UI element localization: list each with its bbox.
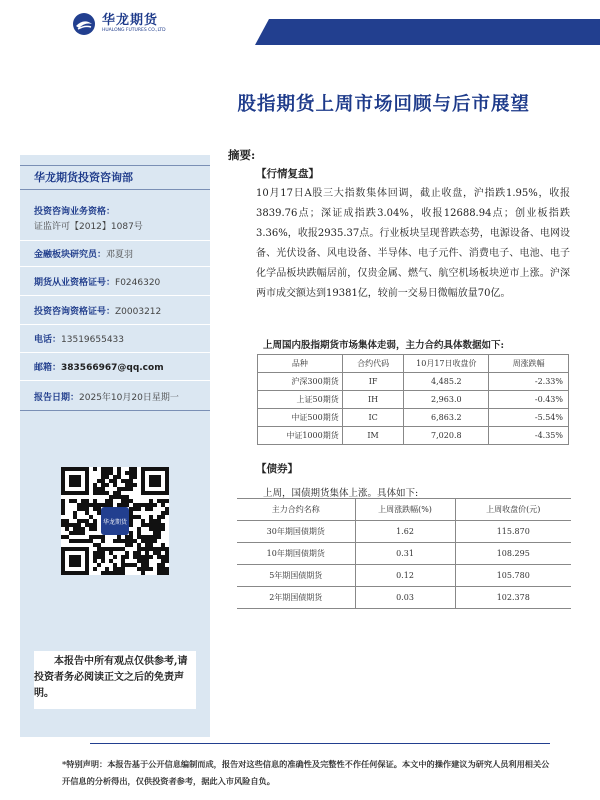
report-type-banner <box>255 19 600 45</box>
table-cell: IM <box>342 427 404 445</box>
qualification-number: F0246320 <box>115 278 161 288</box>
bond-futures-table <box>237 498 571 609</box>
license-label: 投资咨询业务资格： <box>34 207 116 217</box>
table-row <box>258 427 569 445</box>
stock-index-futures-table <box>257 354 569 445</box>
table-cell: 5年期国债期货 <box>237 565 355 587</box>
table-cell: IH <box>342 391 404 409</box>
table-row <box>237 521 571 543</box>
table-cell: 0.31 <box>355 543 455 565</box>
license-info <box>20 201 210 241</box>
table-cell: 102.378 <box>455 587 571 609</box>
table-cell: 上证50期货 <box>258 391 343 409</box>
table-cell: -5.54% <box>489 409 569 427</box>
email-info <box>20 355 210 381</box>
table-cell: 4,485.2 <box>404 373 489 391</box>
page-header <box>0 0 600 50</box>
table-cell: -4.35% <box>489 427 569 445</box>
table-cell: 7,020.8 <box>404 427 489 445</box>
report-date-info <box>20 385 210 411</box>
analyst-name: 邓夏羽 <box>106 250 134 260</box>
logo-mark-icon <box>72 12 96 36</box>
table-cell: -0.43% <box>489 391 569 409</box>
brand-name-en: HUALONG FUTURES CO.,LTD <box>102 28 166 34</box>
phone-number: 13519655433 <box>61 335 125 345</box>
table-cell: 105.780 <box>455 565 571 587</box>
qualification-info <box>20 270 210 296</box>
col-header-contract-name: 主力合约名称 <box>237 499 355 521</box>
consult-qualification-info <box>20 299 210 325</box>
table-header-row <box>237 499 571 521</box>
report-title: 股指期货上周市场回顾与后市展望 <box>237 94 530 115</box>
table-cell: 6,863.2 <box>404 409 489 427</box>
market-review-paragraph: 10月17日A股三大指数集体回调，截止收盘，沪指跌1.95%，收报3839.76点；深证成指跌3.04%，收报12688.94点；创业板指跌3.36%，收报2935.37点。行业板块呈现普跌态势，电源设备、电网设备、光伏设备、风电设备、半导体、电子元件、消费电子、电池、电子化学品板块跌幅居前，仅贵金属、燃气、航空机场板块逆市上涨。沪深两市成交额达到19381亿，较前一交易日微幅放量70亿。 <box>256 188 570 299</box>
special-statement: *特别声明：本报告基于公开信息编制而成，报告对这些信息的准确性及完整性不作任何保证。本文中的操作建议为研究人员利用相关公开信息的分析得出，仅供投资者参考，据此入市风险自负。 <box>62 759 550 786</box>
footer-divider <box>90 743 550 744</box>
analyst-info <box>20 243 210 267</box>
table-row <box>237 587 571 609</box>
report-date-label: 报告日期： <box>34 393 80 403</box>
phone-info <box>20 327 210 353</box>
table-cell: 10年期国债期货 <box>237 543 355 565</box>
license-value: 证监许可【2012】1087号 <box>34 222 143 232</box>
consult-qualification-label: 投资咨询资格证号： <box>34 307 116 317</box>
market-review-heading: 【行情复盘】 <box>256 168 319 180</box>
sidebar-disclaimer: 本报告中所有观点仅供参考,请投资者务必阅读正文之后的免责声明。 <box>34 651 196 709</box>
table-cell: 中证1000期货 <box>258 427 343 445</box>
analyst-label: 金融板块研究员： <box>34 250 107 260</box>
col-header-close: 10月17日收盘价 <box>404 355 489 373</box>
phone-label: 电话： <box>34 335 62 345</box>
abstract-label: 摘要: <box>228 148 256 162</box>
col-header-contract: 合约代码 <box>342 355 404 373</box>
table-cell: 沪深300期货 <box>258 373 343 391</box>
table-row <box>237 565 571 587</box>
col-header-weekly-change: 上周涨跌幅(%) <box>355 499 455 521</box>
report-type-label: 股指周报 <box>488 7 536 20</box>
table-cell: 108.295 <box>455 543 571 565</box>
col-header-variety: 品种 <box>258 355 343 373</box>
table-cell: 115.870 <box>455 521 571 543</box>
table-cell: 2,963.0 <box>404 391 489 409</box>
company-logo <box>72 12 166 36</box>
futures-table-intro: 上周国内股指期货市场集体走弱，主力合约具体数据如下: <box>263 340 505 351</box>
analyst-sidebar <box>20 155 210 737</box>
consult-qualification-number: Z0003212 <box>115 307 162 317</box>
table-cell: 0.12 <box>355 565 455 587</box>
qr-badge-label: 华龙期货 <box>102 519 128 526</box>
bond-heading: 【债券】 <box>256 463 298 475</box>
table-cell: 1.62 <box>355 521 455 543</box>
col-header-weekly-close: 上周收盘价(元) <box>455 499 571 521</box>
table-cell: IC <box>342 409 404 427</box>
table-cell: 2年期国债期货 <box>237 587 355 609</box>
table-cell: -2.33% <box>489 373 569 391</box>
table-row <box>258 409 569 427</box>
table-header-row <box>258 355 569 373</box>
email-address[interactable]: 383566967@qq.com <box>61 363 164 373</box>
col-header-weekly-change: 周涨跌幅 <box>489 355 569 373</box>
brand-name-cn: 华龙期货 <box>102 13 159 29</box>
table-row <box>258 391 569 409</box>
table-cell: 30年期国债期货 <box>237 521 355 543</box>
qr-code-icon <box>61 467 169 575</box>
table-cell: IF <box>342 373 404 391</box>
qualification-label: 期货从业资格证号： <box>34 278 116 288</box>
email-label: 邮箱： <box>34 363 62 373</box>
department-name: 华龙期货投资咨询部 <box>20 165 210 190</box>
report-date: 2025年10月20日星期一 <box>79 393 179 403</box>
bond-table-intro: 上周，国债期货集体上涨。具体如下: <box>263 488 419 499</box>
table-cell: 0.03 <box>355 587 455 609</box>
table-row <box>237 543 571 565</box>
table-cell: 中证500期货 <box>258 409 343 427</box>
table-row <box>258 373 569 391</box>
